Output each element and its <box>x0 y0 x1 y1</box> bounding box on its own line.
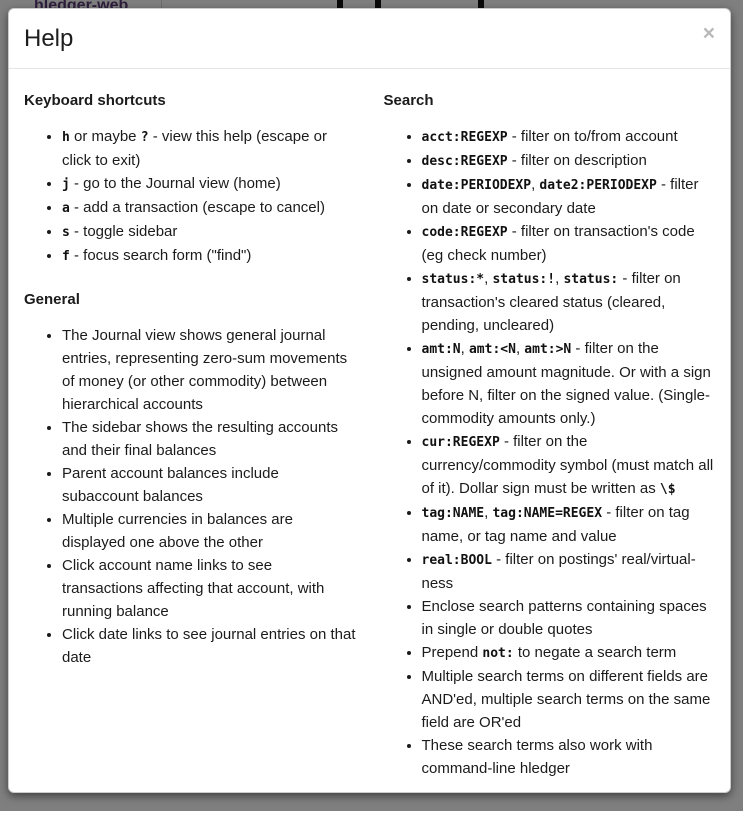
code-term: amt:N <box>421 342 461 357</box>
modal-header <box>9 9 730 69</box>
code-term: tag:NAME <box>421 506 485 521</box>
help-list-item: • The Journal view shows general journal entries, representing zero-sum movements of money (or other commodity) between hierarchical accounts <box>62 324 356 416</box>
modal-title: Help <box>24 25 74 52</box>
help-list-item: • Multiple currencies in balances are displayed one above the other <box>62 508 356 554</box>
code-term: \$ <box>659 482 676 497</box>
code-term: not: <box>482 646 514 661</box>
help-list-item: • Parent account balances include subaccount balances <box>62 462 356 508</box>
code-term: desc:REGEXP <box>421 154 508 169</box>
help-list-item: • Enclose search patterns containing spaces in single or double quotes <box>422 595 716 641</box>
code-term: a <box>62 201 70 216</box>
code-term: f <box>62 249 70 264</box>
help-list-item: • f - focus search form ("find") <box>62 244 356 268</box>
help-list <box>384 125 716 780</box>
help-list-item: • desc:REGEXP - filter on description <box>422 149 716 173</box>
help-list-item: • status:*, status:!, status: - filter on transaction's cleared status (cleared, pending, uncleared) <box>422 267 716 337</box>
help-column-right <box>384 69 716 800</box>
code-term: h <box>62 130 70 145</box>
help-list-item: • code:REGEXP - filter on transaction's code (eg check number) <box>422 220 716 267</box>
code-term: code:REGEXP <box>421 225 508 240</box>
code-term: date2:PERIODEXP <box>539 178 657 193</box>
help-list-item: • j - go to the Journal view (home) <box>62 172 356 196</box>
help-list-item: • tag:NAME, tag:NAME=REGEX - filter on tag name, or tag name and value <box>422 501 716 548</box>
code-term: cur:REGEXP <box>421 435 500 450</box>
code-term: status:* <box>421 272 485 287</box>
help-list-item: • real:BOOL - filter on postings' real/virtual-ness <box>422 548 716 595</box>
help-list-item: • Click account name links to see transactions affecting that account, with running balance <box>62 554 356 623</box>
help-modal <box>8 8 731 793</box>
code-term: real:BOOL <box>421 553 492 568</box>
help-list-item: • amt:N, amt:<N, amt:>N - filter on the unsigned amount magnitude. Or with a sign before N, filter on the signed value. (Single-commodity amounts only.) <box>422 337 716 430</box>
section-heading: General <box>24 291 80 308</box>
section-heading: Keyboard shortcuts <box>24 92 166 109</box>
help-column-left <box>24 69 356 800</box>
section-heading: Search <box>383 92 434 109</box>
close-icon[interactable]: × <box>702 22 715 45</box>
code-term: status:! <box>492 272 556 287</box>
help-list <box>24 125 356 268</box>
code-term: ? <box>140 130 149 145</box>
code-term: amt:>N <box>524 342 572 357</box>
help-list-item: • s - toggle sidebar <box>62 220 356 244</box>
help-list-item: • Multiple search terms on different fields are AND'ed, multiple search terms on the same field are OR'ed <box>422 665 716 734</box>
help-list-item: • acct:REGEXP - filter on to/from account <box>422 125 716 149</box>
help-list-item: • Prepend not: to negate a search term <box>422 641 716 665</box>
modal-body <box>9 69 730 820</box>
code-term: status: <box>563 272 619 287</box>
code-term: date:PERIODEXP <box>421 178 532 193</box>
help-list-item: • The sidebar shows the resulting accounts and their final balances <box>62 416 356 462</box>
help-list-item: • h or maybe ? - view this help (escape or click to exit) <box>62 125 356 172</box>
help-list-item: • a - add a transaction (escape to cancel) <box>62 196 356 220</box>
code-term: amt:<N <box>468 342 516 357</box>
help-list-item: • date:PERIODEXP, date2:PERIODEXP - filter on date or secondary date <box>422 173 716 220</box>
code-term: acct:REGEXP <box>421 130 508 145</box>
help-list-item: • These search terms also work with command-line hledger <box>422 734 716 780</box>
help-list <box>24 324 356 669</box>
code-term: j <box>62 177 70 192</box>
code-term: s <box>62 225 70 240</box>
help-list-item: • Click date links to see journal entries on that date <box>62 623 356 669</box>
help-list-item: • cur:REGEXP - filter on the currency/commodity symbol (must match all of it). Dollar sign must be written as \$ <box>422 430 716 501</box>
code-term: tag:NAME=REGEX <box>492 506 603 521</box>
